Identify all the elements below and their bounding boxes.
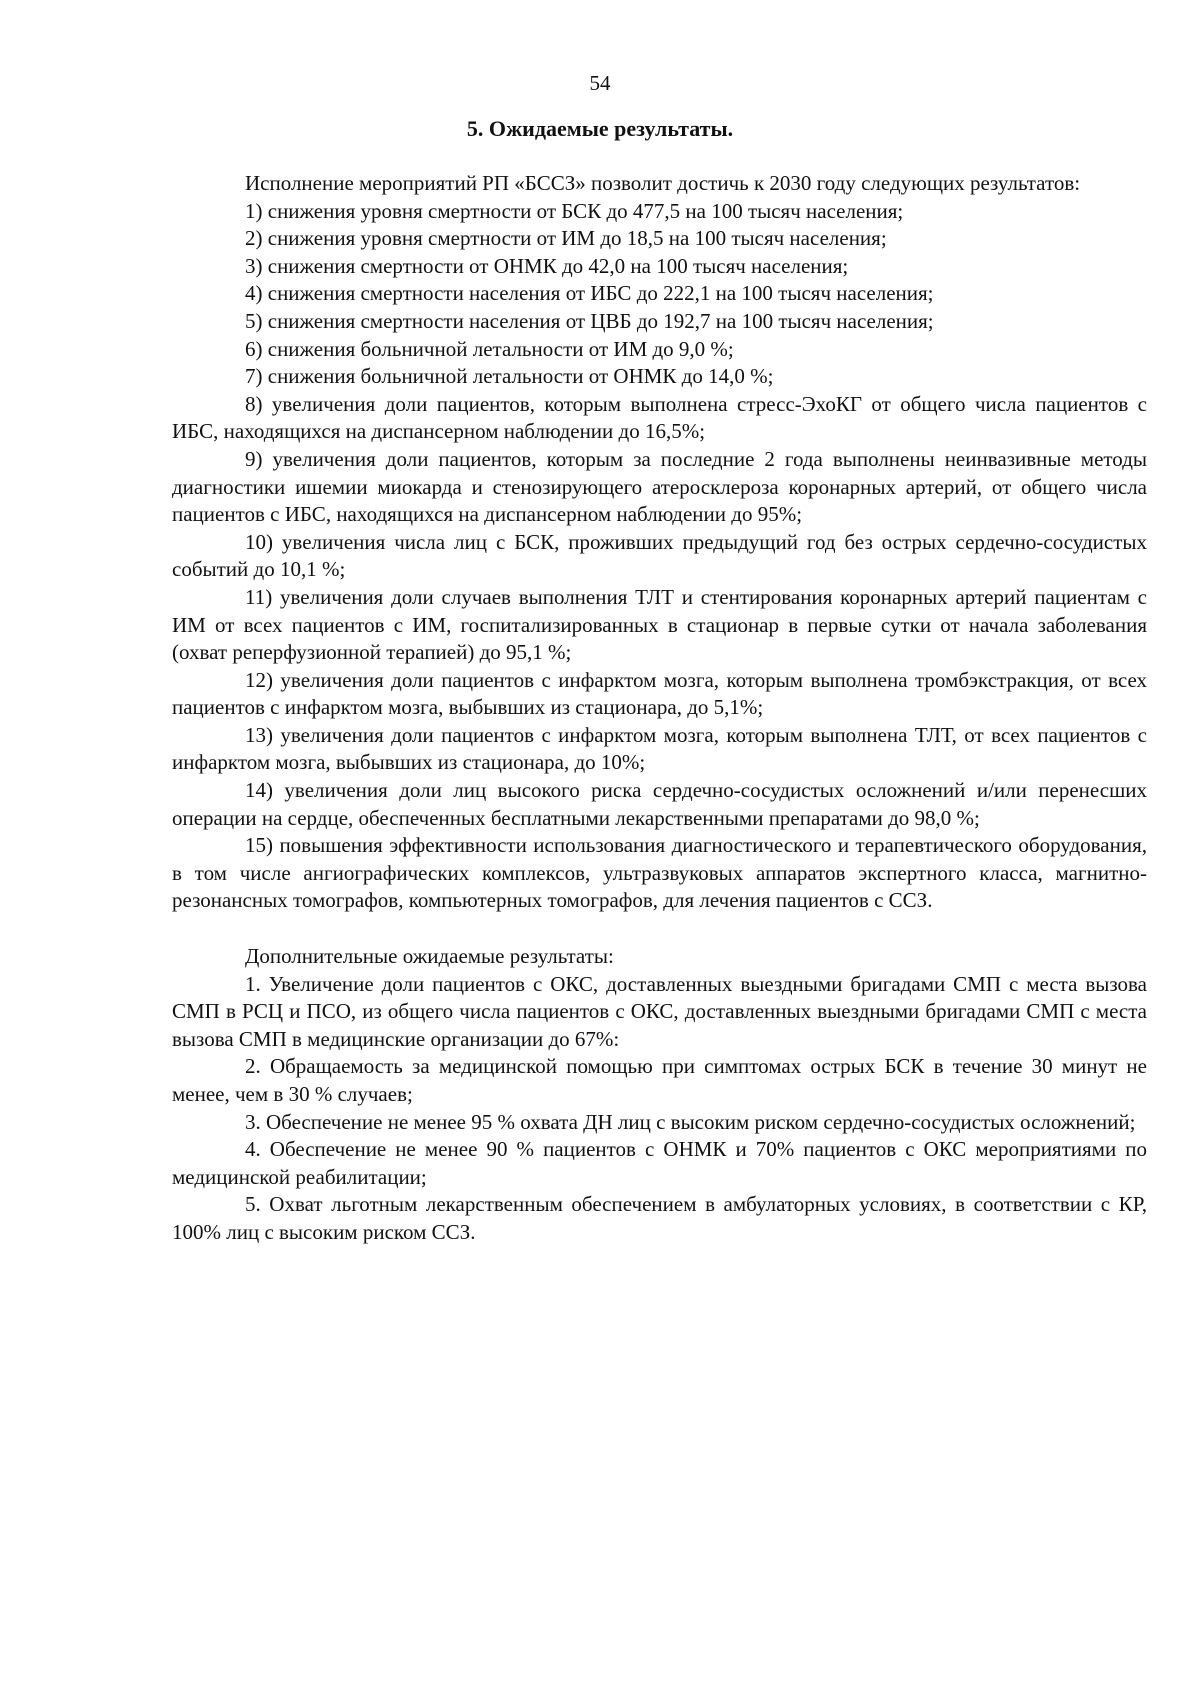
result-item-9: 9) увеличения доли пациентов, которым за последние 2 года выполнены неинвазивные методы диагностики ишемии миокарда и стенозирующего атеросклероза коронарных артерий, от общего числа пациентов с ИБС, находящихся на диспансерном наблюдении до 95%;	[172, 446, 1147, 527]
result-item-12: 12) увеличения доли пациентов с инфарктом мозга, которым выполнена тромбэкстракция, от всех пациентов с инфарктом мозга, выбывших из стационара, до 5,1%;	[172, 667, 1147, 720]
additional-item-3: 3. Обеспечение не менее 95 % охвата ДН лиц с высоким риском сердечно-сосудистых осложнений;	[245, 1109, 1136, 1134]
result-item-2: 2) снижения уровня смертности от ИМ до 18,5 на 100 тысяч населения;	[245, 226, 887, 251]
result-item-4: 4) снижения смертности населения от ИБС до 222,1 на 100 тысяч населения;	[245, 281, 934, 306]
result-item-6: 6) снижения больничной летальности от ИМ до 9,0 %;	[245, 336, 734, 361]
result-item-13: 13) увеличения доли пациентов с инфарктом мозга, которым выполнена ТЛТ, от всех пациентов с инфарктом мозга, выбывших из стационара, до 10%;	[172, 722, 1147, 775]
result-item-7: 7) снижения больничной летальности от ОНМК до 14,0 %;	[245, 364, 774, 389]
additional-item-4: 4. Обеспечение не менее 90 % пациентов с ОНМК и 70% пациентов с ОКС мероприятиями по медицинской реабилитации;	[172, 1137, 1147, 1189]
result-item-5: 5) снижения смертности населения от ЦВБ до 192,7 на 100 тысяч населения;	[245, 308, 934, 333]
result-item-14: 14) увеличения доли лиц высокого риска сердечно-сосудистых осложнений и/или перенесших операции на сердце, обеспеченных бесплатными лекарственными препаратами до 98,0 %;	[172, 778, 1147, 830]
document-body	[172, 170, 1147, 1247]
result-item-15: 15) повышения эффективности использования диагностического и терапевтического оборудования, в том числе ангиографических комплексов, ультразвуковых аппаратов экспертного класса, магнитно-резонансных томографов, компьютерных томографов, для лечения пациентов с ССЗ.	[172, 833, 1147, 913]
page-number: 54	[589, 71, 611, 95]
result-item-10: 10) увеличения числа лиц с БСК, проживших предыдущий год без острых сердечно-сосудистых событий до 10,1 %;	[172, 529, 1147, 582]
result-item-11: 11) увеличения доли случаев выполнения ТЛТ и стентирования коронарных артерий пациентам с ИМ от всех пациентов с ИМ, госпитализированных в стационар в первые сутки от начала заболевания (охват реперфузионной терапией) до 95,1 %;	[172, 584, 1147, 665]
section-heading: 5. Ожидаемые результаты.	[466, 116, 734, 141]
intro-paragraph: Исполнение мероприятий РП «БССЗ» позволит достичь к 2030 году следующих результатов:	[245, 171, 1081, 195]
additional-results-heading: Дополнительные ожидаемые результаты:	[245, 944, 614, 969]
additional-item-1: 1. Увеличение доли пациентов с ОКС, доставленных выездными бригадами СМП с места вызова СМП в РСЦ и ПСО, из общего числа пациентов с ОКС, доставленных выездными бригадами СМП с места вызова СМП в медицинские организации до 67%:	[172, 971, 1147, 1051]
additional-item-5: 5. Охват льготным лекарственным обеспечением в амбулаторных условиях, в соответствии с КР, 100% лиц с высоким риском ССЗ.	[172, 1192, 1147, 1244]
result-item-8: 8) увеличения доли пациентов, которым выполнена стресс-ЭхоКГ от общего числа пациентов с ИБС, находящихся на диспансерном наблюдении до 16,5%;	[172, 391, 1147, 444]
additional-item-2: 2. Обращаемость за медицинской помощью при симптомах острых БСК в течение 30 минут не менее, чем в 30 % случаев;	[172, 1054, 1147, 1106]
result-item-1: 1) снижения уровня смертности от БСК до 477,5 на 100 тысяч населения;	[245, 198, 904, 223]
result-item-3: 3) снижения смертности от ОНМК до 42,0 на 100 тысяч населения;	[245, 253, 849, 278]
